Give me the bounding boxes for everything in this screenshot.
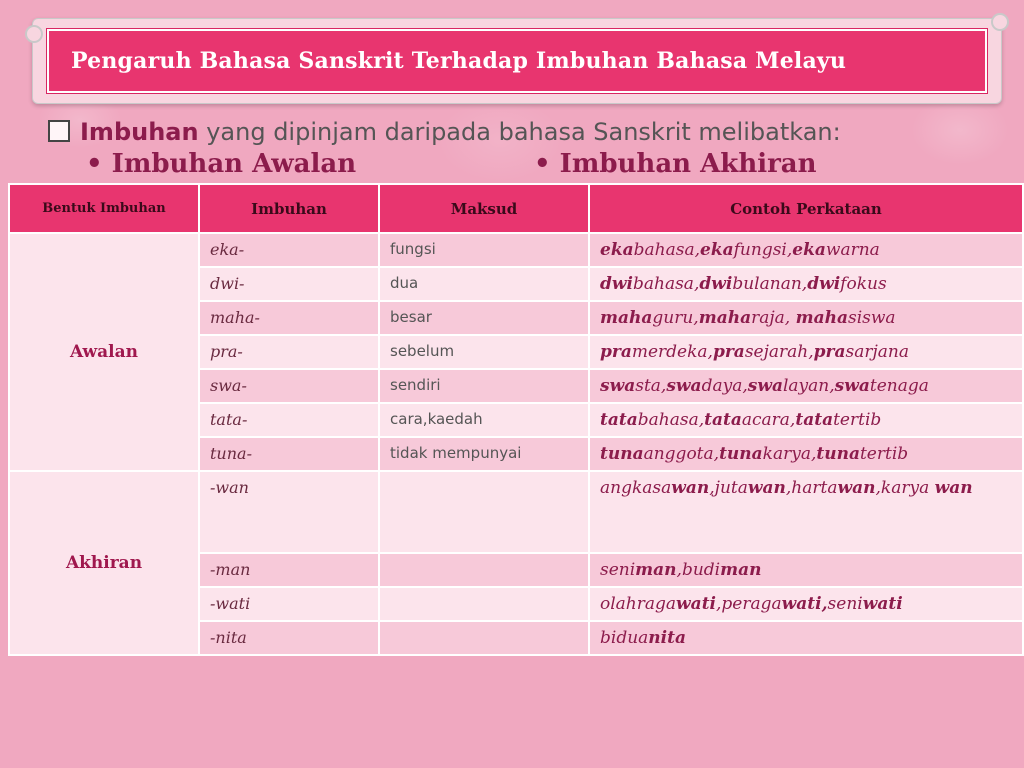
word-part: guru, <box>652 308 699 328</box>
affix-highlight: wati <box>676 594 717 614</box>
affix-highlight: nita <box>648 628 686 648</box>
affix-highlight: wan <box>671 478 710 498</box>
word-part: tertib <box>833 410 882 430</box>
word-part: fokus <box>840 274 887 294</box>
checkbox-bullet-icon <box>48 120 70 142</box>
affix-highlight: wati <box>862 594 903 614</box>
cell-maksud: dua <box>379 267 589 301</box>
word-part: karya, <box>762 444 817 464</box>
affix-highlight: dwi <box>807 274 841 294</box>
cell-imbuhan: -wati <box>199 587 379 621</box>
cell-maksud: besar <box>379 301 589 335</box>
cell-maksud: cara,kaedah <box>379 403 589 437</box>
intro-keyword: Imbuhan <box>80 118 199 146</box>
affix-highlight: man <box>720 560 762 580</box>
word-part: ,juta <box>709 478 748 498</box>
cell-contoh-perkataan <box>589 335 1023 369</box>
word-part: tertib <box>859 444 909 464</box>
word-part: sejarah, <box>744 342 814 362</box>
cell-contoh-perkataan <box>589 621 1023 655</box>
cell-imbuhan: pra- <box>199 335 379 369</box>
cell-imbuhan: -nita <box>199 621 379 655</box>
word-part: layan, <box>782 376 835 396</box>
intro-text: yang dipinjam daripada bahasa Sanskrit melibatkan: <box>198 118 841 146</box>
word-part: ,harta <box>785 478 838 498</box>
table-body <box>9 233 1023 655</box>
word-part: fungsi, <box>733 240 793 260</box>
imbuhan-table <box>8 183 1024 656</box>
affix-highlight: wan <box>837 478 876 498</box>
affix-highlight: tuna <box>816 444 860 464</box>
affix-highlight: maha <box>600 308 653 328</box>
cell-contoh-perkataan <box>589 301 1023 335</box>
cell-contoh-perkataan <box>589 267 1023 301</box>
affix-highlight: tuna <box>719 444 763 464</box>
header-contoh-perkataan: Contoh Perkataan <box>589 184 1023 233</box>
bullet-akhiran: • Imbuhan Akhiran <box>534 149 817 179</box>
cell-imbuhan: -wan <box>199 471 379 553</box>
cell-imbuhan: maha- <box>199 301 379 335</box>
cell-maksud: sendiri <box>379 369 589 403</box>
bullet-list <box>86 149 986 183</box>
affix-highlight: eka <box>792 240 826 260</box>
word-part: bahasa, <box>637 410 705 430</box>
word-part: warna <box>825 240 880 260</box>
title-banner <box>32 18 1002 104</box>
affix-highlight: pra <box>813 342 846 362</box>
word-part: daya, <box>701 376 748 396</box>
header-maksud: Maksud <box>379 184 589 233</box>
word-part: ,karya <box>875 478 935 498</box>
header-bentuk-imbuhan: Bentuk Imbuhan <box>9 184 199 233</box>
affix-highlight: eka <box>600 240 634 260</box>
word-part: angkasa <box>600 478 672 498</box>
word-part: bahasa, <box>632 274 700 294</box>
word-part: olahraga <box>600 594 677 614</box>
cell-maksud <box>379 471 589 553</box>
word-part: tenaga <box>869 376 929 396</box>
cell-maksud <box>379 587 589 621</box>
word-part: seni <box>600 560 636 580</box>
word-part: merdeka, <box>631 342 713 362</box>
word-part: bahasa, <box>633 240 700 260</box>
scroll-curl-decoration <box>25 25 43 43</box>
cell-contoh-perkataan <box>589 437 1023 471</box>
word-part: ,peraga <box>716 594 782 614</box>
affix-highlight: wan <box>747 478 786 498</box>
cell-imbuhan: -man <box>199 553 379 587</box>
affix-highlight: swa <box>666 376 702 396</box>
cell-imbuhan: eka- <box>199 233 379 267</box>
word-part: sta, <box>635 376 667 396</box>
affix-highlight: man <box>635 560 677 580</box>
affix-highlight: tata <box>600 410 638 430</box>
cell-imbuhan: dwi- <box>199 267 379 301</box>
group-label-akhiran: Akhiran <box>9 471 199 655</box>
cell-maksud <box>379 553 589 587</box>
affix-highlight: dwi <box>600 274 633 294</box>
affix-highlight: maha <box>795 308 848 328</box>
affix-highlight: swa <box>600 376 636 396</box>
word-part: seni <box>827 594 863 614</box>
affix-highlight: tuna <box>600 444 644 464</box>
cell-contoh-perkataan <box>589 553 1023 587</box>
affix-highlight: tata <box>795 410 834 430</box>
word-part: siswa <box>847 308 896 328</box>
word-part: bulanan, <box>732 274 808 294</box>
affix-highlight: swa <box>834 376 870 396</box>
group-label-awalan: Awalan <box>9 233 199 471</box>
cell-maksud: sebelum <box>379 335 589 369</box>
affix-highlight: maha <box>698 308 752 328</box>
table-row <box>9 471 1023 553</box>
word-part: anggota, <box>643 444 720 464</box>
title-panel <box>47 29 987 93</box>
scroll-curl-decoration <box>991 13 1009 31</box>
cell-imbuhan: tuna- <box>199 437 379 471</box>
cell-contoh-perkataan <box>589 587 1023 621</box>
table-row <box>9 233 1023 267</box>
table-header-row <box>9 184 1023 233</box>
word-part: acara, <box>741 410 796 430</box>
affix-highlight: pra <box>600 342 632 362</box>
word-part: ,budi <box>676 560 721 580</box>
affix-highlight: tata <box>704 410 742 430</box>
page-title: Pengaruh Bahasa Sanskrit Terhadap Imbuhan Bahasa Melayu <box>71 48 847 74</box>
affix-highlight: dwi <box>699 274 733 294</box>
affix-highlight: eka <box>700 240 734 260</box>
cell-maksud <box>379 621 589 655</box>
cell-maksud: fungsi <box>379 233 589 267</box>
affix-highlight: wati, <box>781 594 828 614</box>
word-part: sarjana <box>845 342 909 362</box>
cell-contoh-perkataan <box>589 233 1023 267</box>
bullet-awalan: • Imbuhan Awalan <box>86 149 357 179</box>
header-imbuhan: Imbuhan <box>199 184 379 233</box>
cell-contoh-perkataan <box>589 471 1023 553</box>
cell-contoh-perkataan <box>589 369 1023 403</box>
affix-highlight: pra <box>712 342 745 362</box>
cell-maksud: tidak mempunyai <box>379 437 589 471</box>
cell-imbuhan: tata- <box>199 403 379 437</box>
cell-contoh-perkataan <box>589 403 1023 437</box>
word-part: bidua <box>600 628 649 648</box>
cell-imbuhan: swa- <box>199 369 379 403</box>
affix-highlight: wan <box>934 478 973 498</box>
intro-line <box>48 118 988 146</box>
affix-highlight: swa <box>747 376 783 396</box>
word-part: raja, <box>751 308 796 328</box>
